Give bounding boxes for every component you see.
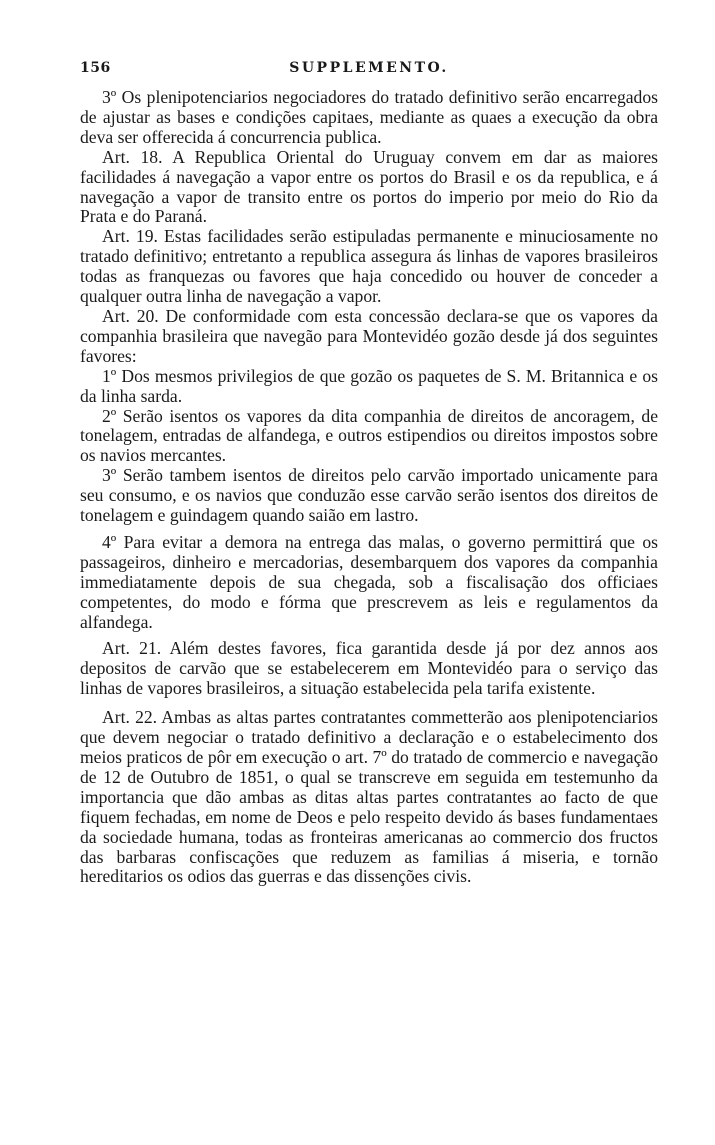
paragraph-art-22: Art. 22. Ambas as altas partes contratantes commetterão aos plenipotenciarios que devem negociar o tratado definitivo a declaração e o estabelecimento dos meios praticos de pôr em execução o art. 7º do tratado de commercio e navegação de 12 de Outubro de 1851, o qual se transcreve em seguida em testemunho da importancia que dão ambas as ditas altas partes contratantes ao facto de que fiquem fechadas, em nome de Deos e pelo respeito devido ás bases fundamentaes da sociedade humana, todas as fronteiras americanas ao commercio dos fructos das barbaras confiscações que reduzem as familias á miseria, e tornão hereditarios os odios das guerras e das dissenções civis.: [80, 707, 658, 887]
paragraph-favor-4: 4º Para evitar a demora na entrega das malas, o governo permittirá que os passageiros, dinheiro e mercadorias, desembarquem dos vapores da companhia immediatamente depois de sua chegada, sob a fiscalisação dos officiaes competentes, do modo e fórma que prescrevem as leis e regulamentos da alfandega.: [80, 531, 658, 632]
paragraph-art-21: Art. 21. Além destes favores, fica garantida desde já por dez annos aos depositos de carvão que se estabelecerem em Montevidéo para o serviço das linhas de vapores brasileiros, a situação estabelecida pela tarifa existente.: [80, 638, 658, 699]
page-number: 156: [80, 60, 111, 76]
paragraph-art-20: Art. 20. De conformidade com esta concessão declara-se que os vapores da companhia brasileira que navegão para Montevidéo gozão desde já dos seguintes favores:: [80, 305, 658, 366]
running-head: SUPPLEMENTO.: [289, 60, 449, 76]
paragraph-favor-2: 2º Serão isentos os vapores da dita companhia de direitos de ancoragem, de tonelagem, entradas de alfandega, e outros estipendios ou direitos impostos sobre os navios mercantes.: [80, 405, 658, 466]
paragraph-art-18: Art. 18. A Republica Oriental do Uruguay convem em dar as maiores facilidades á navegação a vapor entre os portos do Brasil e os da republica, e á navegação a vapor de transito entre os portos do imperio por meio do Rio da Prata e do Paraná.: [80, 146, 658, 227]
paragraph-item-3: 3º Os plenipotenciarios negociadores do tratado definitivo serão encarregados de ajustar as bases e condições capitaes, mediante as quaes a execução da obra deva ser offerecida á concurrencia publica.: [80, 87, 658, 147]
page-header: [80, 58, 658, 88]
paragraph-favor-1: 1º Dos mesmos privilegios de que gozão os paquetes de S. M. Britannica e os da linha sarda.: [80, 365, 658, 406]
document-page: [80, 58, 658, 887]
paragraph-art-19: Art. 19. Estas facilidades serão estipuladas permanente e minuciosamente no tratado definitivo; entretanto a republica assegura ás linhas de vapores brasileiros todas as franquezas ou favores que haja concedido ou houver de conceder a qualquer outra linha de navegação a vapor.: [80, 226, 658, 307]
paragraph-favor-3: 3º Serão tambem isentos de direitos pelo carvão importado unicamente para seu consumo, e os navios que conduzão esse carvão serão isentos dos direitos de tonelagem e guindagem quando saião em lastro.: [80, 465, 658, 526]
